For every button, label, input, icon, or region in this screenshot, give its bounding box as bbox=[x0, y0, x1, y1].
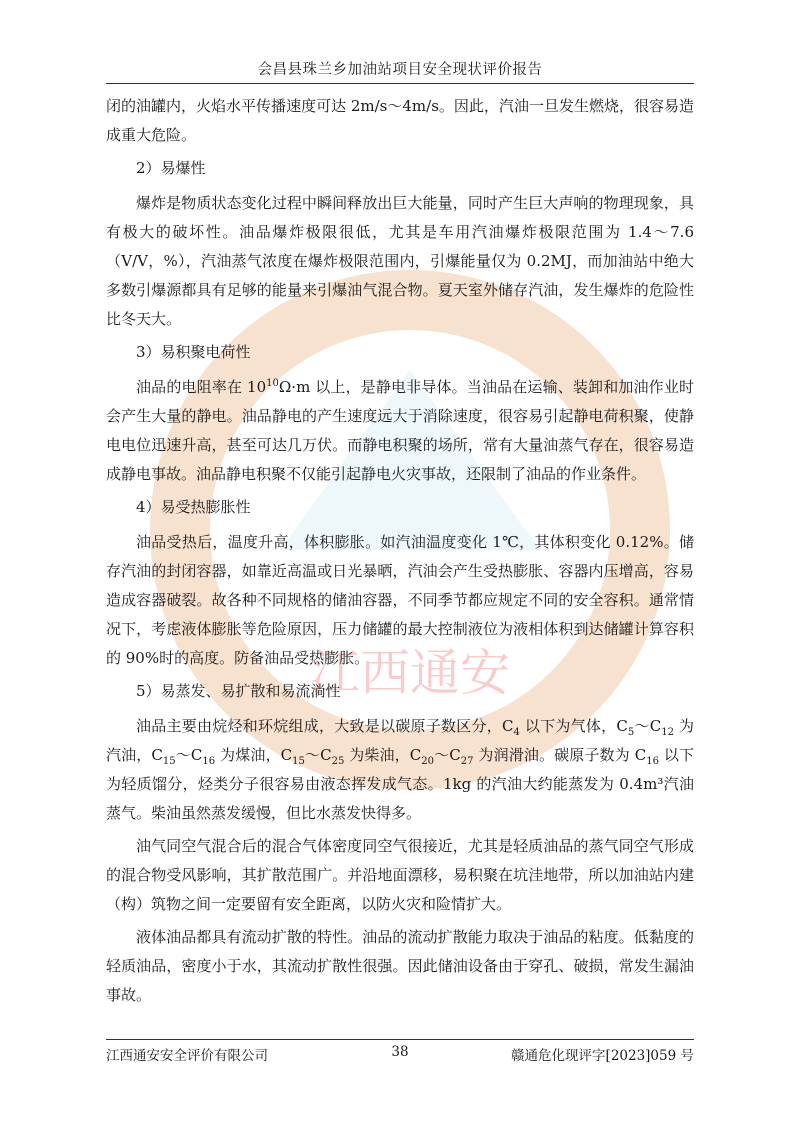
document-body bbox=[106, 92, 694, 1014]
composition-sub: 15 bbox=[162, 756, 176, 767]
composition-text: 为柴油，C bbox=[344, 746, 422, 764]
watermark-text: 江西通安 bbox=[310, 644, 510, 702]
composition-sub: 16 bbox=[646, 756, 659, 767]
composition-sub: 25 bbox=[331, 756, 345, 767]
paragraph-vapor-diffusion: 油气同空气混合后的混合气体密度同空气很接近，尤其是轻质油品的蒸气同空气形成的混合物受风影响，其扩散范围广。并沿地面漂移，易积聚在坑洼地带，所以加油站内建（构）筑物之间一定要留有安全距离，以防火灾和险情扩大。 bbox=[106, 837, 694, 913]
static-text-b: Ω·m 以上，是静电非导体。当油品在运输、装卸和加油作业时会产生大量的静电。油品静电的产生速度远大于消除速度，很容易引起静电荷积聚，使静电电位迅速升高，甚至可达几万伏。而静电积聚的场所，常有大量油蒸气存在，很容易造成静电事故。油品静电积聚不仅能引起静电火灾事故，还限制了油品的作业条件。 bbox=[106, 378, 695, 483]
static-exponent: 10 bbox=[266, 378, 279, 389]
composition-text: 以下为轻质馏分，烃类分子很容易由液态挥发成气态。1kg 的汽油大约能蒸发为 0.4m³汽油蒸气。柴油虽然蒸发缓慢，但比水蒸发快得多。 bbox=[106, 746, 695, 822]
composition-sub: 12 bbox=[661, 727, 674, 738]
static-text-a: 油品的电阻率在 10 bbox=[136, 378, 267, 396]
composition-sub: 15 bbox=[292, 756, 305, 767]
report-title: 会昌县珠兰乡加油站项目安全现状评价报告 bbox=[257, 62, 543, 78]
heading-explosive: 2）易爆性 bbox=[136, 159, 206, 177]
composition-text: ～C bbox=[434, 746, 461, 764]
composition-sub: 16 bbox=[202, 756, 216, 767]
composition-text: 油品主要由烷烃和环烷组成，大致是以碳原子数区分，C bbox=[136, 717, 514, 735]
composition-text: ～C bbox=[634, 717, 662, 735]
page-header bbox=[106, 58, 694, 84]
page-number: 38 bbox=[391, 1044, 409, 1060]
footer-company: 江西通安安全评价有限公司 bbox=[106, 1048, 268, 1064]
composition-sub: 27 bbox=[460, 756, 474, 767]
composition-sub: 5 bbox=[627, 727, 635, 738]
composition-text: 为煤油，C bbox=[215, 746, 293, 764]
paragraph-static bbox=[106, 373, 694, 489]
paragraph-expansion: 油品受热后，温度升高，体积膨胀。如汽油温度变化 1℃，其体积变化 0.12%。储存汽油的封闭容器，如靠近高温或日光暴晒，汽油会产生受热膨胀、容器内压增高，容易造成容器破裂。故各种不同规格的储油容器，不同季节都应规定不同的安全容积。通常情况下，考虑液体膨胀等危险原因，压力储罐的最大控制液位为液相体积到达储罐计算容积的 90%时的高度。防备油品受热膨胀。 bbox=[106, 533, 694, 667]
heading-expansion: 4）易受热膨胀性 bbox=[136, 498, 251, 516]
composition-text: 以下为气体，C bbox=[519, 717, 628, 735]
paragraph-composition bbox=[106, 712, 694, 828]
page-footer bbox=[106, 1039, 694, 1064]
composition-sub: 4 bbox=[513, 727, 520, 738]
composition-text: 为润滑油。碳原子数为 C bbox=[473, 746, 647, 764]
composition-text: ～C bbox=[175, 746, 203, 764]
paragraph-burning-cont: 闭的油罐内，火焰水平传播速度可达 2m/s～4m/s。因此，汽油一旦发生燃烧，很容易造成重大危险。 bbox=[106, 97, 694, 144]
paragraph-flow: 液体油品都具有流动扩散的特性。油品的流动扩散能力取决于油品的粘度。低黏度的轻质油品，密度小于水，其流动扩散性很强。因此储油设备由于穿孔、破损，常发生漏油事故。 bbox=[106, 928, 694, 1004]
composition-text: 为汽油，C bbox=[106, 717, 694, 764]
heading-static: 3）易积聚电荷性 bbox=[136, 343, 251, 361]
composition-text: ～C bbox=[304, 746, 332, 764]
heading-evaporation: 5）易蒸发、易扩散和易流淌性 bbox=[136, 682, 341, 700]
document-number: 赣通危化现评字[2023]059 号 bbox=[511, 1048, 694, 1064]
composition-sub: 20 bbox=[421, 756, 435, 767]
paragraph-explosive: 爆炸是物质状态变化过程中瞬间释放出巨大能量，同时产生巨大声响的物理现象，具有极大的破坏性。油品爆炸极限很低，尤其是车用汽油爆炸极限范围为 1.4～7.6（V/V，%），汽油蒸气浓度在爆炸极限范围内，引爆能量仅为 0.2MJ，而加油站中绝大多数引爆源都具有足够的能量来引爆油气混合物。夏天室外储存汽油，发生爆炸的危险性比冬天大。 bbox=[106, 194, 694, 328]
